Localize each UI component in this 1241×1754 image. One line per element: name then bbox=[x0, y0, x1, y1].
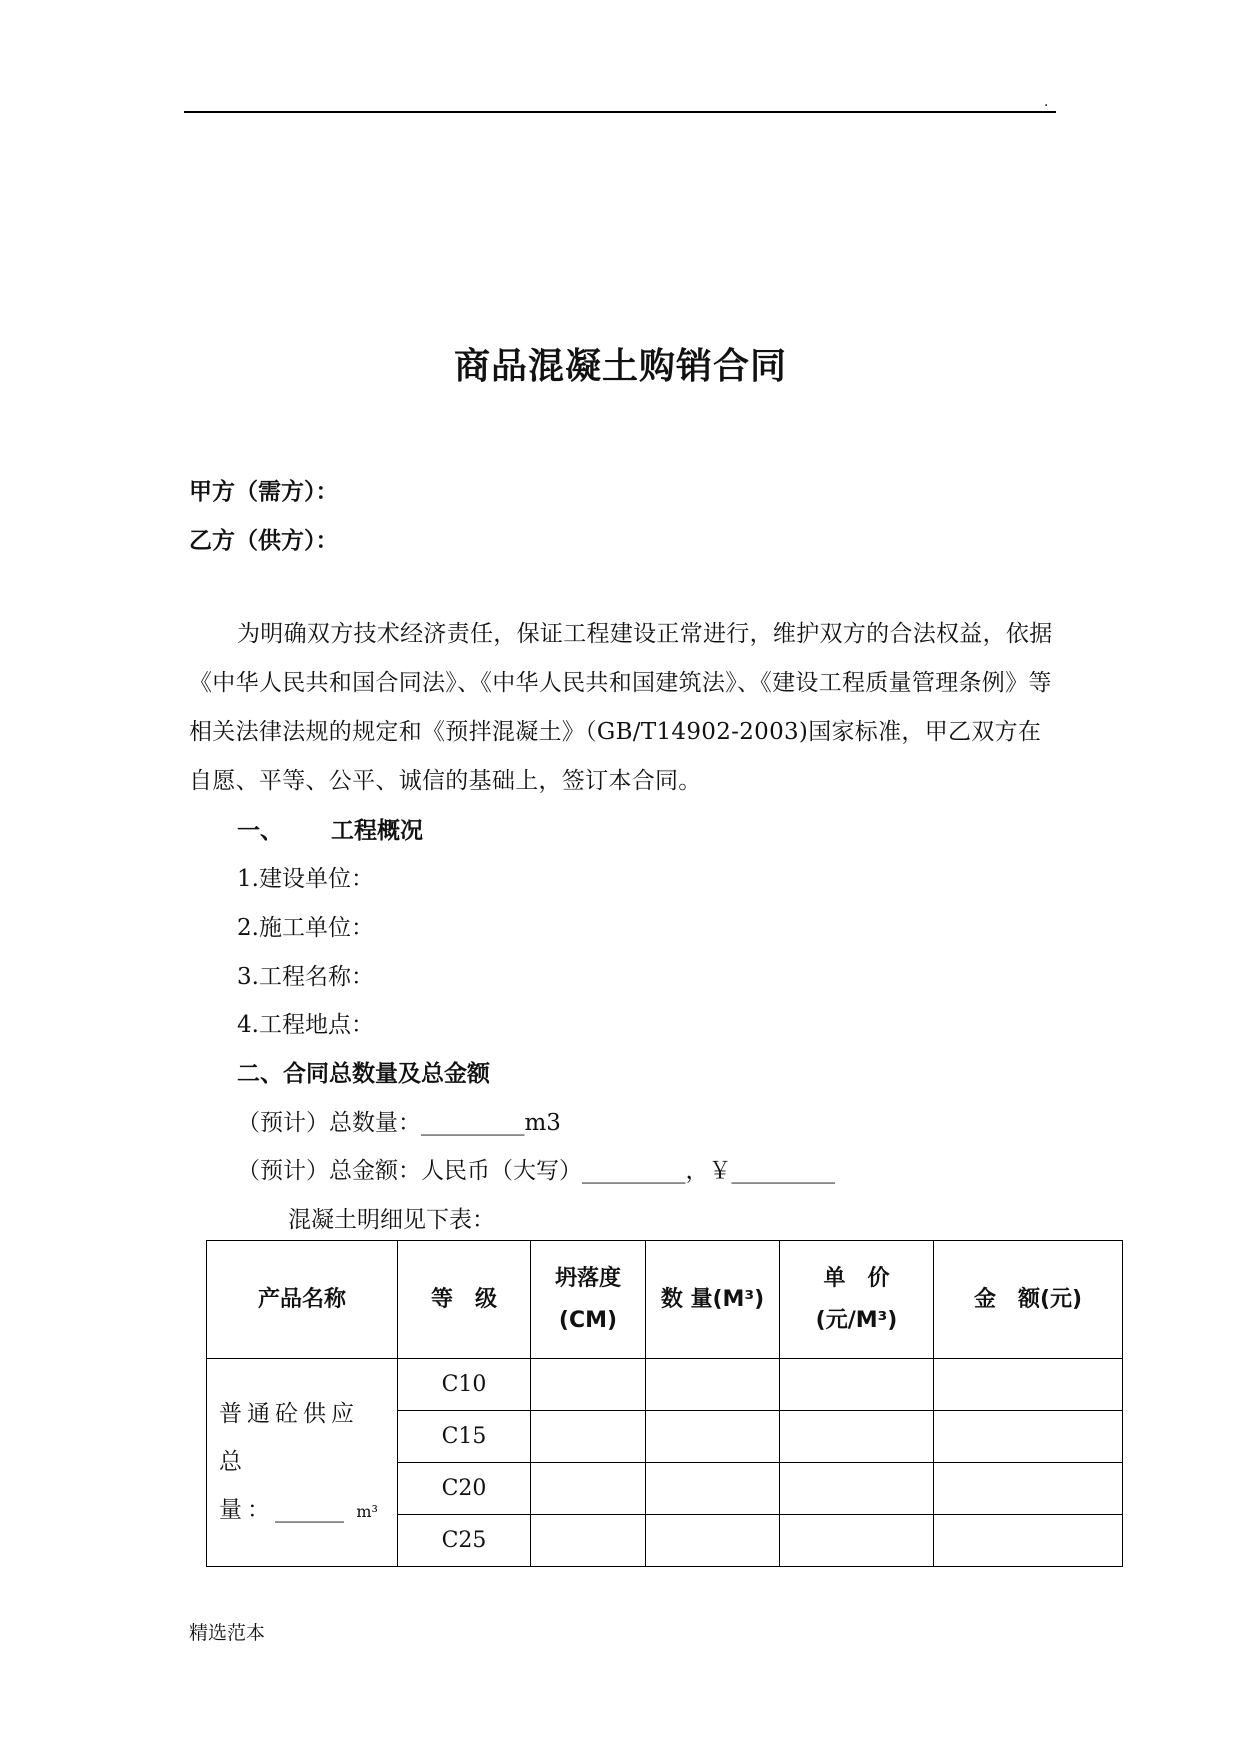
unit-price-cell[interactable] bbox=[780, 1463, 934, 1515]
page-footer: 精选范本 bbox=[189, 1622, 266, 1644]
header-unit-price-unit: (元/M³) bbox=[815, 1307, 898, 1333]
slump-cell[interactable] bbox=[531, 1411, 646, 1463]
overview-item-1: 1.建设单位： bbox=[237, 866, 374, 892]
table-row bbox=[207, 1359, 1123, 1411]
header-amount: 金 额(元) bbox=[934, 1241, 1123, 1359]
amount-cell[interactable] bbox=[934, 1359, 1123, 1411]
total-supply-label-2: 量： bbox=[219, 1496, 275, 1523]
section-1-heading bbox=[237, 812, 423, 845]
unit-price-cell[interactable] bbox=[780, 1515, 934, 1567]
section-2-heading: 二、合同总数量及总金额 bbox=[237, 1061, 490, 1087]
quantity-cell[interactable] bbox=[646, 1515, 780, 1567]
amount-cell[interactable] bbox=[934, 1515, 1123, 1567]
grade-cell: C10 bbox=[398, 1359, 531, 1411]
total-amount-line bbox=[237, 1152, 835, 1185]
concrete-detail-table bbox=[206, 1240, 1123, 1567]
header-grade: 等 级 bbox=[398, 1241, 531, 1359]
contract-title: 商品混凝土购销合同 bbox=[453, 346, 787, 387]
total-amount-words-blank: _________ bbox=[582, 1158, 686, 1184]
header-slump-label: 坍落度 bbox=[554, 1265, 621, 1291]
party-b-label: 乙方（供方）： bbox=[189, 528, 339, 554]
overview-item-2: 2.施工单位： bbox=[237, 915, 374, 941]
header-quantity: 数 量(M³) bbox=[646, 1241, 780, 1359]
amount-cell[interactable] bbox=[934, 1463, 1123, 1515]
total-amount-figure-blank: _________ bbox=[731, 1158, 835, 1184]
header-product-name: 产品名称 bbox=[207, 1241, 398, 1359]
section-1-title: 工程概况 bbox=[331, 818, 423, 844]
unit-price-cell[interactable] bbox=[780, 1359, 934, 1411]
quantity-cell[interactable] bbox=[646, 1411, 780, 1463]
header-dot: . bbox=[1044, 94, 1049, 110]
amount-cell[interactable] bbox=[934, 1411, 1123, 1463]
section-1-number: 一、 bbox=[237, 818, 283, 844]
header-slump-unit: (CM) bbox=[558, 1307, 618, 1333]
table-intro: 混凝土明细见下表： bbox=[288, 1207, 495, 1233]
quantity-cell[interactable] bbox=[646, 1359, 780, 1411]
grade-cell: C20 bbox=[398, 1463, 531, 1515]
slump-cell[interactable] bbox=[531, 1359, 646, 1411]
total-supply-unit: m³ bbox=[356, 1501, 378, 1521]
total-supply-blank: ______ bbox=[275, 1496, 344, 1523]
header-rule bbox=[184, 111, 1056, 113]
slump-cell[interactable] bbox=[531, 1463, 646, 1515]
header-unit-price-label: 单 价 bbox=[823, 1265, 890, 1291]
slump-cell[interactable] bbox=[531, 1515, 646, 1567]
total-quantity-blank: _________ bbox=[421, 1110, 525, 1136]
total-amount-separator: ，￥ bbox=[685, 1158, 732, 1184]
total-supply-cell bbox=[207, 1359, 398, 1567]
total-quantity-unit: m3 bbox=[524, 1110, 561, 1136]
intro-paragraph: 为明确双方技术经济责任，保证工程建设正常进行，维护双方的合法权益，依据《中华人民共和国合同法》、《中华人民共和国建筑法》、《建设工程质量管理条例》等相关法律法规的规定和《预拌混凝土》（GB/T14902-2003)国家标准，甲乙双方在自愿、平等、公平、诚信的基础上，签订本合同。 bbox=[189, 621, 1053, 794]
grade-cell: C25 bbox=[398, 1515, 531, 1567]
total-quantity-label: （预计）总数量： bbox=[237, 1110, 421, 1136]
total-supply-quantity bbox=[219, 1486, 385, 1536]
header-slump bbox=[531, 1241, 646, 1359]
total-amount-label: （预计）总金额：人民币（大写） bbox=[237, 1158, 582, 1184]
grade-cell: C15 bbox=[398, 1411, 531, 1463]
header-unit-price bbox=[780, 1241, 934, 1359]
unit-price-cell[interactable] bbox=[780, 1411, 934, 1463]
table-header-row bbox=[207, 1241, 1123, 1359]
total-quantity-line bbox=[237, 1104, 561, 1137]
quantity-cell[interactable] bbox=[646, 1463, 780, 1515]
total-supply-label: 普通砼供应总 bbox=[219, 1400, 359, 1475]
overview-item-3: 3.工程名称： bbox=[237, 964, 374, 990]
party-a-label: 甲方（需方）： bbox=[189, 479, 339, 505]
overview-item-4: 4.工程地点： bbox=[237, 1012, 374, 1038]
